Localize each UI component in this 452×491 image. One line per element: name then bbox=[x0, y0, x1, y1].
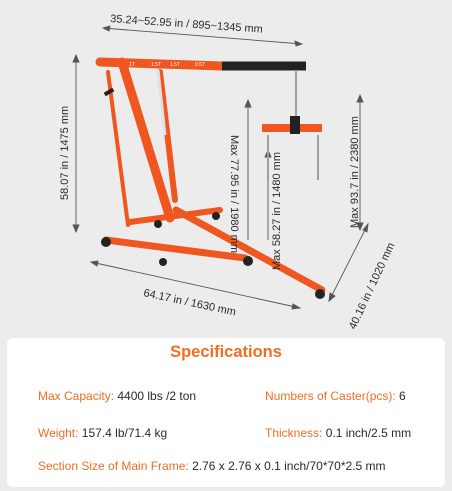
spec-weight-value: 157.4 lb/71.4 kg bbox=[78, 426, 168, 440]
rear-brace bbox=[108, 72, 128, 225]
dim-base-length: 64.17 in / 1630 mm bbox=[142, 287, 237, 319]
boom-capacity-marking: 1.5T bbox=[151, 62, 162, 68]
spec-casters-label: Numbers of Caster(pcs): bbox=[265, 389, 396, 403]
spec-section-size bbox=[38, 459, 386, 473]
spec-thickness-value: 0.1 inch/2.5 mm bbox=[322, 426, 412, 440]
spec-weight-label: Weight: bbox=[38, 426, 79, 440]
spec-thickness bbox=[265, 426, 411, 440]
dim-top-width: 35.24~52.95 in / 895~1345 mm bbox=[109, 13, 264, 36]
boom-capacity-marking: 1.5T bbox=[170, 62, 181, 68]
spec-section-size-label: Section Size of Main Frame: bbox=[38, 459, 189, 473]
boom-capacity-marking: 0.5T bbox=[195, 62, 206, 68]
caster-icon bbox=[101, 237, 111, 247]
caster-icon bbox=[315, 289, 325, 299]
caster-icon bbox=[243, 256, 253, 266]
spec-weight bbox=[38, 426, 167, 440]
caster-icon bbox=[212, 212, 220, 220]
spec-casters bbox=[265, 389, 406, 403]
caster-icon bbox=[159, 258, 167, 266]
spec-max-capacity-label: Max Capacity: bbox=[38, 389, 115, 403]
base-leg-left bbox=[106, 240, 245, 258]
spec-casters-value: 6 bbox=[395, 389, 406, 403]
spec-max-capacity bbox=[38, 389, 196, 403]
spec-max-capacity-value: 4400 lbs /2 ton bbox=[114, 389, 197, 403]
dim-base-width: 40.16 in / 1020 mm bbox=[346, 240, 398, 332]
specifications-panel bbox=[7, 338, 445, 487]
caster-icon bbox=[154, 220, 162, 228]
spec-section-size-value: 2.76 x 2.76 x 0.1 inch/70*70*2.5 mm bbox=[188, 459, 386, 473]
dim-total-height: Max 93.7 in / 2380 mm bbox=[349, 116, 361, 228]
spec-thickness-label: Thickness: bbox=[265, 426, 323, 440]
leveler-handle bbox=[290, 116, 300, 134]
dim-left-height: 58.07 in / 1475 mm bbox=[59, 105, 71, 200]
specifications-title: Specifications bbox=[170, 343, 282, 361]
dim-leveler-height: Max 58.27 in / 1480 mm bbox=[271, 151, 283, 270]
dim-hook-reach: Max 77.95 in / 1980 mm bbox=[228, 135, 240, 254]
boom-capacity-marking: 1T bbox=[129, 62, 135, 68]
